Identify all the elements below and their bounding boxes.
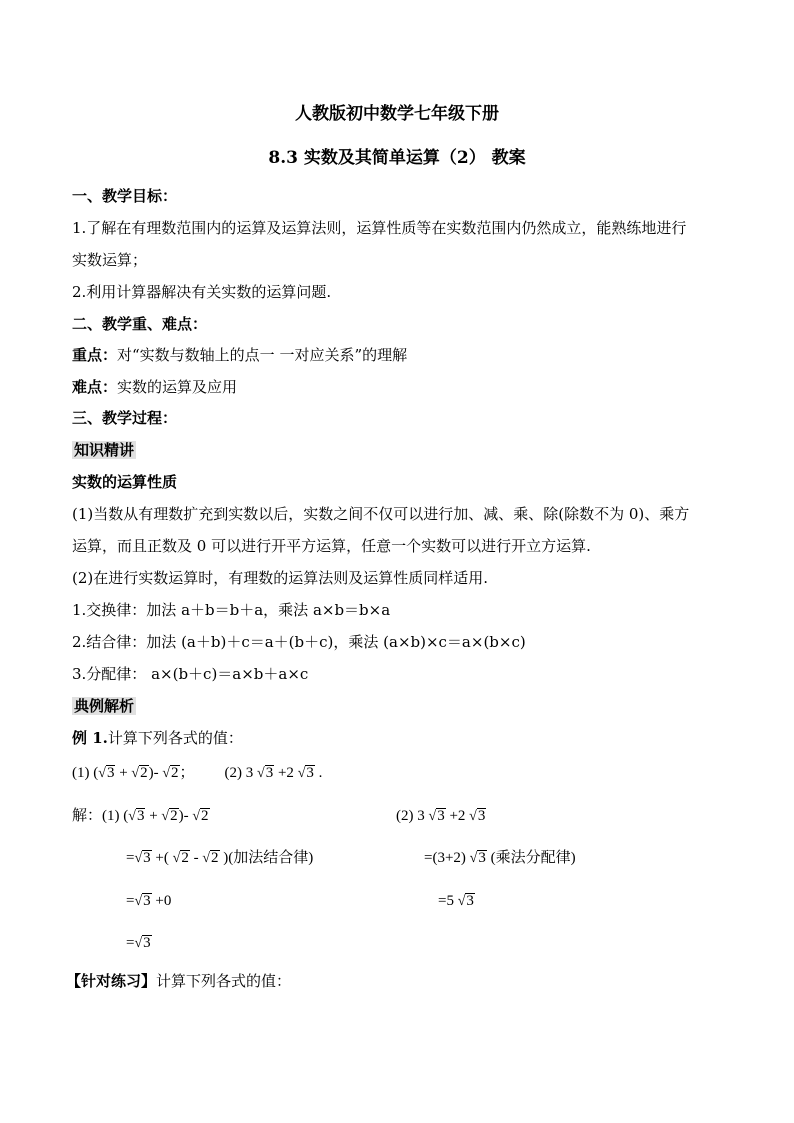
objective-1-line-2: 实数运算； xyxy=(72,251,148,269)
objective-1-line-1: 1.了解在有理数范围内的运算及运算法则，运算性质等在实数范围内仍然成立，能熟练地进行 xyxy=(72,219,687,237)
sqrt-symbol: √3 xyxy=(469,850,486,866)
tag-examples: 典例解析 xyxy=(74,697,135,715)
sqrt-symbol: √3 xyxy=(134,935,151,951)
sqrt-symbol: √2 xyxy=(192,808,209,824)
section-heading-key-points: 二、教学重、难点： xyxy=(72,315,208,333)
document-title: 人教版初中数学七年级下册 xyxy=(295,104,499,124)
difficulty-line xyxy=(72,377,237,397)
law-commutative: 1.交换律：加法 a＋b＝b＋a，乘法 a×b＝b×a xyxy=(72,601,391,619)
sqrt-symbol: √2 xyxy=(131,765,148,781)
solution-step-3-left: =√3 +0 xyxy=(126,891,171,912)
practice-label: 【针对练习】 xyxy=(66,972,157,990)
property-2: (2)在进行实数运算时，有理数的运算法则及运算性质同样适用. xyxy=(72,569,489,587)
example-1-line xyxy=(72,728,243,748)
sqrt-symbol: √3 xyxy=(128,808,145,824)
sqrt-symbol: √2 xyxy=(162,765,179,781)
solution-label: 解： xyxy=(72,808,103,824)
section-heading-process: 三、教学过程： xyxy=(72,409,178,427)
properties-title: 实数的运算性质 xyxy=(72,473,178,491)
solution-line-1-left: 解：(1) (√3 + √2)- √2 xyxy=(72,806,210,827)
key-point-text: 对“实数与数轴上的点一 一对应关系”的理解 xyxy=(117,346,408,364)
note-distributive: (乘法分配律) xyxy=(490,850,576,866)
sqrt-symbol: √3 xyxy=(469,808,486,824)
practice-line xyxy=(66,971,291,991)
tag-knowledge-line xyxy=(72,440,136,460)
sqrt-symbol: √3 xyxy=(98,765,115,781)
property-1-line-1: (1)当数从有理数扩充到实数以后，实数之间不仅可以进行加、减、乘、除(除数不为 0)、乘方 xyxy=(72,505,690,523)
sqrt-symbol: √2 xyxy=(202,850,219,866)
sqrt-symbol: √3 xyxy=(457,893,474,909)
section-heading-objectives: 一、教学目标： xyxy=(72,187,178,205)
difficulty-text: 实数的运算及应用 xyxy=(117,378,238,396)
property-1-line-2: 运算，而且正数及 0 可以进行开平方运算，任意一个实数可以进行开立方运算. xyxy=(72,537,591,555)
key-point-line xyxy=(72,345,407,365)
sqrt-symbol: √2 xyxy=(161,808,178,824)
tag-knowledge: 知识精讲 xyxy=(74,441,135,459)
example-1-problems: (1) (√3 + √2)- √2； (2) 3 √3 +2 √3 . xyxy=(72,763,322,784)
law-distributive: 3.分配律： a×(b＋c)＝a×b＋a×c xyxy=(72,665,309,683)
solution-step-2-left: =√3 +( √2 - √2 )(加法结合律) xyxy=(126,848,313,869)
law-associative: 2.结合律：加法 (a＋b)＋c＝a＋(b＋c)，乘法 (a×b)×c＝a×(b×c) xyxy=(72,633,526,651)
example-1-text: 计算下列各式的值： xyxy=(107,729,243,747)
difficulty-label: 难点： xyxy=(72,378,118,396)
key-point-label: 重点： xyxy=(72,346,118,364)
practice-text: 计算下列各式的值： xyxy=(156,972,292,990)
example-1-label: 例 1. xyxy=(72,729,108,747)
tag-examples-line xyxy=(72,696,136,716)
objective-2: 2.利用计算器解决有关实数的运算问题. xyxy=(72,283,332,301)
sqrt-symbol: √3 xyxy=(134,893,151,909)
document-subtitle: 8.3 实数及其简单运算（2） 教案 xyxy=(268,148,526,168)
solution-step-3-right: =5 √3 xyxy=(438,891,475,912)
sqrt-symbol: √3 xyxy=(297,765,314,781)
solution-step-4-left: =√3 xyxy=(126,933,152,954)
note-associative: (加法结合律) xyxy=(228,850,314,866)
sqrt-symbol: √2 xyxy=(172,850,189,866)
sqrt-symbol: √3 xyxy=(428,808,445,824)
sqrt-symbol: √3 xyxy=(134,850,151,866)
solution-step-2-right: =(3+2) √3 (乘法分配律) xyxy=(424,848,576,869)
solution-line-1-right: (2) 3 √3 +2 √3 xyxy=(396,806,486,827)
sqrt-symbol: √3 xyxy=(257,765,274,781)
